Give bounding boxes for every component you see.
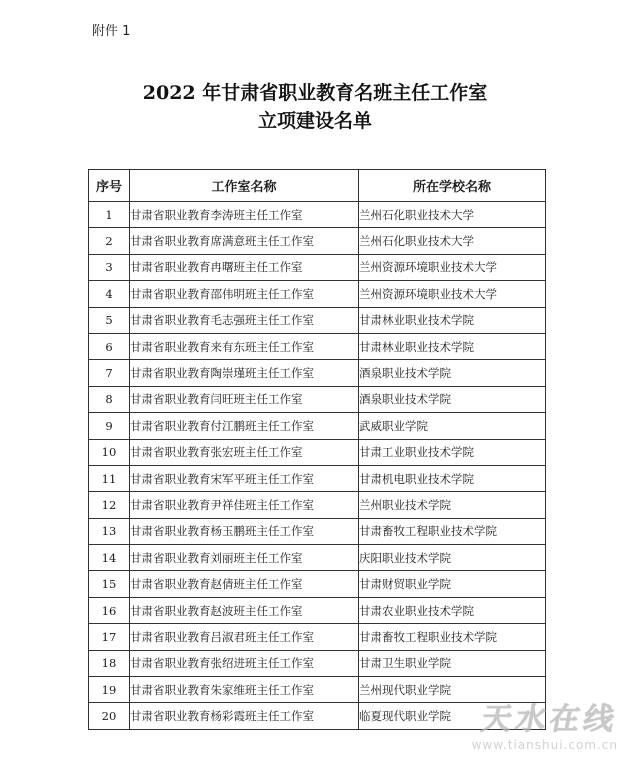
row-number: 17 <box>89 624 130 650</box>
school-name: 兰州石化职业技术大学 <box>359 228 546 254</box>
school-name: 兰州石化职业技术大学 <box>359 202 546 228</box>
studio-name: 甘肃省职业教育赵波班主任工作室 <box>130 597 359 623</box>
header-school-name: 所在学校名称 <box>359 170 546 202</box>
studio-name: 甘肃省职业教育杨彩霞班主任工作室 <box>130 703 359 729</box>
table-row <box>89 254 546 280</box>
row-number: 4 <box>89 281 130 307</box>
row-number: 6 <box>89 333 130 359</box>
table-row <box>89 281 546 307</box>
table-row <box>89 465 546 491</box>
school-name: 武威职业学院 <box>359 413 546 439</box>
school-name: 兰州职业技术学院 <box>359 492 546 518</box>
studio-name: 甘肃省职业教育邵伟明班主任工作室 <box>130 281 359 307</box>
table-body <box>89 202 546 730</box>
school-name: 甘肃卫生职业学院 <box>359 650 546 676</box>
studio-name: 甘肃省职业教育张宏班主任工作室 <box>130 439 359 465</box>
table-row <box>89 386 546 412</box>
studio-name: 甘肃省职业教育杨玉鹏班主任工作室 <box>130 518 359 544</box>
school-name: 兰州资源环境职业技术大学 <box>359 254 546 280</box>
row-number: 9 <box>89 413 130 439</box>
table-row <box>89 492 546 518</box>
row-number: 12 <box>89 492 130 518</box>
table-row <box>89 228 546 254</box>
row-number: 1 <box>89 202 130 228</box>
studio-name: 甘肃省职业教育刘丽班主任工作室 <box>130 545 359 571</box>
studio-name: 甘肃省职业教育赵倩班主任工作室 <box>130 571 359 597</box>
table-row <box>89 545 546 571</box>
studio-name: 甘肃省职业教育朱家维班主任工作室 <box>130 677 359 703</box>
row-number: 7 <box>89 360 130 386</box>
table-row <box>89 333 546 359</box>
row-number: 15 <box>89 571 130 597</box>
studio-name: 甘肃省职业教育宋军平班主任工作室 <box>130 465 359 491</box>
row-number: 11 <box>89 465 130 491</box>
studio-name: 甘肃省职业教育李涛班主任工作室 <box>130 202 359 228</box>
studio-name: 甘肃省职业教育付江鹏班主任工作室 <box>130 413 359 439</box>
row-number: 5 <box>89 307 130 333</box>
school-name: 兰州现代职业学院 <box>359 677 546 703</box>
table-row <box>89 677 546 703</box>
studio-name: 甘肃省职业教育陶崇瑾班主任工作室 <box>130 360 359 386</box>
row-number: 18 <box>89 650 130 676</box>
header-number: 序号 <box>89 170 130 202</box>
header-studio-name: 工作室名称 <box>130 170 359 202</box>
school-name: 甘肃畜牧工程职业技术学院 <box>359 518 546 544</box>
table-row <box>89 597 546 623</box>
row-number: 14 <box>89 545 130 571</box>
school-name: 兰州资源环境职业技术大学 <box>359 281 546 307</box>
studio-name: 甘肃省职业教育冉曙班主任工作室 <box>130 254 359 280</box>
row-number: 8 <box>89 386 130 412</box>
school-name: 酒泉职业技术学院 <box>359 360 546 386</box>
table-row <box>89 413 546 439</box>
row-number: 16 <box>89 597 130 623</box>
studio-name: 甘肃省职业教育吕淑君班主任工作室 <box>130 624 359 650</box>
school-name: 庆阳职业技术学院 <box>359 545 546 571</box>
watermark-logo: 天水在线 <box>478 702 621 737</box>
row-number: 3 <box>89 254 130 280</box>
school-name: 甘肃机电职业技术学院 <box>359 465 546 491</box>
school-name: 甘肃畜牧工程职业技术学院 <box>359 624 546 650</box>
studio-name: 甘肃省职业教育闫旺班主任工作室 <box>130 386 359 412</box>
row-number: 13 <box>89 518 130 544</box>
table-row <box>89 439 546 465</box>
watermark-url: www.tianshui.com.cn <box>471 738 618 752</box>
row-number: 19 <box>89 677 130 703</box>
roster-table <box>88 169 546 730</box>
studio-name: 甘肃省职业教育席满意班主任工作室 <box>130 228 359 254</box>
school-name: 甘肃财贸职业学院 <box>359 571 546 597</box>
school-name: 临夏现代职业学院 <box>359 703 546 729</box>
table-row <box>89 571 546 597</box>
studio-name: 甘肃省职业教育尹祥佳班主任工作室 <box>130 492 359 518</box>
school-name: 甘肃工业职业技术学院 <box>359 439 546 465</box>
row-number: 10 <box>89 439 130 465</box>
table-row <box>89 360 546 386</box>
document-subtitle: 立项建设名单 <box>257 110 372 132</box>
school-name: 酒泉职业技术学院 <box>359 386 546 412</box>
table-row <box>89 703 546 729</box>
document-title: 2022 年甘肃省职业教育名班主任工作室 <box>142 82 488 104</box>
school-name: 甘肃农业职业技术学院 <box>359 597 546 623</box>
attachment-label: 附件 1 <box>92 24 131 39</box>
studio-name: 甘肃省职业教育张绍进班主任工作室 <box>130 650 359 676</box>
row-number: 20 <box>89 703 130 729</box>
table-row <box>89 518 546 544</box>
table-header-row <box>89 170 546 202</box>
studio-name: 甘肃省职业教育毛志强班主任工作室 <box>130 307 359 333</box>
table-row <box>89 202 546 228</box>
row-number: 2 <box>89 228 130 254</box>
table-row <box>89 307 546 333</box>
school-name: 甘肃林业职业技术学院 <box>359 333 546 359</box>
table-row <box>89 624 546 650</box>
school-name: 甘肃林业职业技术学院 <box>359 307 546 333</box>
table-row <box>89 650 546 676</box>
studio-name: 甘肃省职业教育来有东班主任工作室 <box>130 333 359 359</box>
